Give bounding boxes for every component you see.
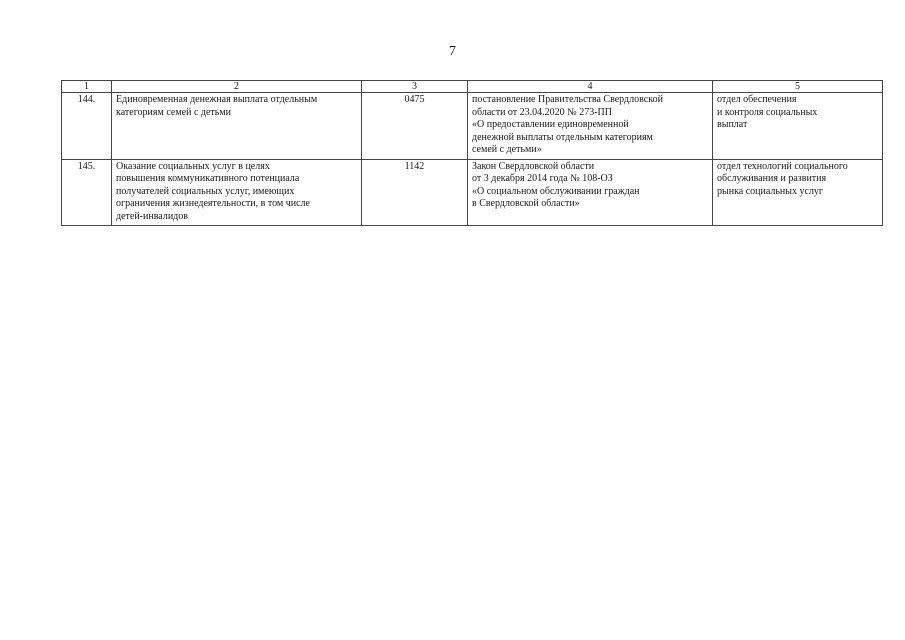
text-line: постановление Правительства Свердловской	[472, 94, 663, 105]
row-number: 144.	[62, 93, 112, 160]
table-row	[62, 159, 883, 226]
legal-basis	[468, 159, 713, 226]
service-name	[112, 159, 362, 226]
text-line: области от 23.04.2020 № 273-ПП	[472, 106, 612, 118]
text-line: выплат	[717, 119, 748, 130]
text-line: Единовременная денежная выплата отдельным	[116, 94, 318, 105]
text-line: отдел обеспечения	[717, 94, 797, 105]
header-col-2: 2	[112, 81, 362, 93]
text-line: рынка социальных услуг	[717, 185, 824, 197]
text-line: семей с детьми»	[472, 144, 542, 155]
header-col-1: 1	[62, 81, 112, 93]
table-row	[62, 93, 883, 160]
table-header-row	[62, 81, 883, 93]
service-code: 1142	[362, 159, 468, 226]
text-line: денежной выплаты отдельным категориям	[472, 131, 653, 143]
text-line: получателей социальных услуг, имеющих	[116, 185, 295, 197]
services-table	[61, 80, 883, 226]
text-line: категориям семей с детьми	[116, 106, 232, 118]
responsible-department	[713, 159, 883, 226]
service-code: 0475	[362, 93, 468, 160]
header-col-4: 4	[468, 81, 713, 93]
text-line: «О социальном обслуживании граждан	[472, 185, 640, 197]
row-number: 145.	[62, 159, 112, 226]
service-name	[112, 93, 362, 160]
text-line: детей-инвалидов	[116, 210, 188, 222]
text-line: обслуживания и развития	[717, 173, 827, 184]
responsible-department	[713, 93, 883, 160]
text-line: повышения коммуникативного потенциала	[116, 173, 300, 184]
text-line: в Свердловской области»	[472, 198, 580, 209]
text-line: ограничения жизнедеятельности, в том числе	[116, 198, 310, 209]
text-line: от 3 декабря 2014 года № 108-ОЗ	[472, 173, 613, 184]
legal-basis	[468, 93, 713, 160]
header-col-5: 5	[713, 81, 883, 93]
text-line: отдел технологий социального	[717, 160, 848, 172]
text-line: Оказание социальных услуг в целях	[116, 160, 270, 172]
text-line: «О предоставлении единовременной	[472, 119, 629, 130]
text-line: Закон Свердловской области	[472, 160, 595, 172]
text-line: и контроля социальных	[717, 106, 818, 118]
page-number: 7	[449, 44, 456, 59]
header-col-3: 3	[362, 81, 468, 93]
